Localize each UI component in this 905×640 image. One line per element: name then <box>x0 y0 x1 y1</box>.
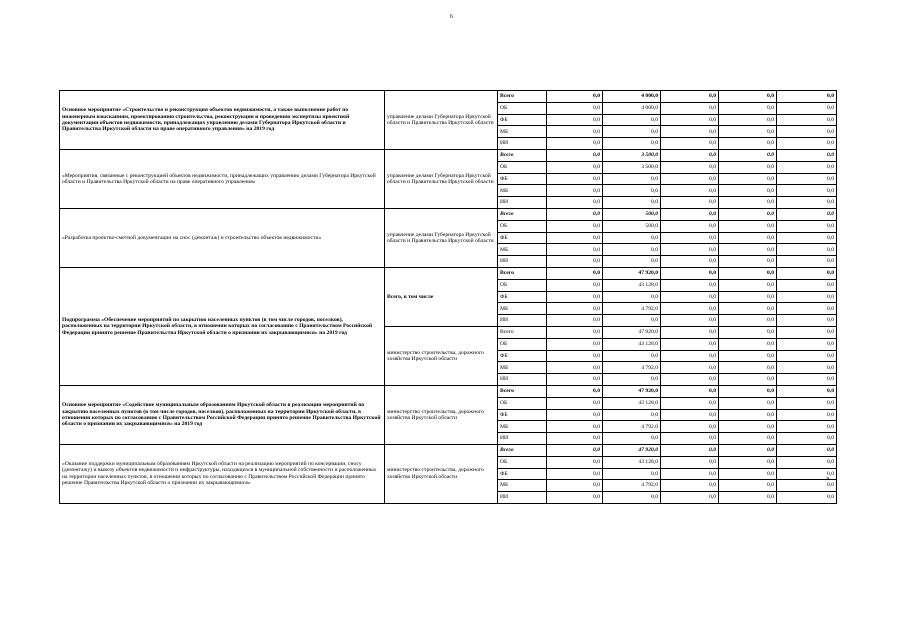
amount-cell: 0,0 <box>603 173 661 185</box>
amount-cell: 0,0 <box>777 173 837 185</box>
amount-cell: 0,0 <box>603 197 661 209</box>
amount-cell: 0,0 <box>777 433 837 445</box>
amount-cell: 0,0 <box>603 291 661 303</box>
amount-cell: 0,0 <box>547 244 603 256</box>
amount-cell: 0,0 <box>661 362 719 374</box>
amount-cell: 0,0 <box>777 91 837 103</box>
amount-cell: 0,0 <box>719 149 777 161</box>
amount-cell: 0,0 <box>777 161 837 173</box>
funding-source-cell: ОБ <box>498 102 547 114</box>
amount-cell: 0,0 <box>547 374 603 386</box>
amount-cell: 4 792,0 <box>603 480 661 492</box>
amount-cell: 0,0 <box>547 409 603 421</box>
amount-cell: 0,0 <box>547 362 603 374</box>
funding-source-cell: ФБ <box>498 291 547 303</box>
funding-source-cell: МБ <box>498 480 547 492</box>
funding-source-cell: ИИ <box>498 492 547 504</box>
amount-cell: 0,0 <box>661 385 719 397</box>
amount-cell: 0,0 <box>547 421 603 433</box>
funding-source-cell: ОБ <box>498 338 547 350</box>
amount-cell: 0,0 <box>777 102 837 114</box>
amount-cell: 4 000,0 <box>603 102 661 114</box>
amount-cell: 0,0 <box>661 468 719 480</box>
amount-cell: 0,0 <box>777 149 837 161</box>
amount-cell: 0,0 <box>661 409 719 421</box>
amount-cell: 0,0 <box>603 138 661 150</box>
amount-cell: 0,0 <box>719 421 777 433</box>
amount-cell: 0,0 <box>547 433 603 445</box>
amount-cell: 0,0 <box>661 433 719 445</box>
amount-cell: 0,0 <box>661 421 719 433</box>
amount-cell: 0,0 <box>547 126 603 138</box>
amount-cell: 0,0 <box>777 385 837 397</box>
amount-cell: 0,0 <box>603 244 661 256</box>
amount-cell: 0,0 <box>547 385 603 397</box>
amount-cell: 0,0 <box>719 256 777 268</box>
amount-cell: 0,0 <box>547 315 603 327</box>
budget-table <box>59 90 837 504</box>
amount-cell: 0,0 <box>719 362 777 374</box>
amount-cell: 3 500,0 <box>603 161 661 173</box>
funding-source-cell: ИИ <box>498 197 547 209</box>
amount-cell: 0,0 <box>661 232 719 244</box>
amount-cell: 0,0 <box>777 397 837 409</box>
amount-cell: 0,0 <box>547 444 603 456</box>
amount-cell: 0,0 <box>547 138 603 150</box>
amount-cell: 0,0 <box>719 409 777 421</box>
funding-source-cell: Всего <box>498 267 547 279</box>
amount-cell: 0,0 <box>777 244 837 256</box>
funding-source-cell: Всего <box>498 91 547 103</box>
amount-cell: 0,0 <box>719 480 777 492</box>
amount-cell: 0,0 <box>719 197 777 209</box>
amount-cell: 0,0 <box>661 444 719 456</box>
amount-cell: 0,0 <box>603 185 661 197</box>
amount-cell: 0,0 <box>547 291 603 303</box>
amount-cell: 0,0 <box>547 161 603 173</box>
funding-source-cell: Всего <box>498 444 547 456</box>
amount-cell: 0,0 <box>719 303 777 315</box>
amount-cell: 0,0 <box>661 256 719 268</box>
amount-cell: 0,0 <box>661 161 719 173</box>
amount-cell: 4 792,0 <box>603 421 661 433</box>
amount-cell: 43 128,0 <box>603 338 661 350</box>
funding-source-cell: МБ <box>498 421 547 433</box>
funding-source-cell: ФБ <box>498 468 547 480</box>
funding-source-cell: ИИ <box>498 138 547 150</box>
amount-cell: 0,0 <box>719 433 777 445</box>
closing-quote-mark: ». <box>826 474 832 482</box>
amount-cell: 0,0 <box>777 303 837 315</box>
amount-cell: 0,0 <box>719 397 777 409</box>
funding-source-cell: ОБ <box>498 161 547 173</box>
funding-source-cell: МБ <box>498 126 547 138</box>
amount-cell: 0,0 <box>661 91 719 103</box>
amount-cell: 0,0 <box>547 468 603 480</box>
amount-cell: 4 792,0 <box>603 303 661 315</box>
amount-cell: 0,0 <box>547 480 603 492</box>
amount-cell: 0,0 <box>603 114 661 126</box>
amount-cell: 43 128,0 <box>603 397 661 409</box>
amount-cell: 0,0 <box>547 232 603 244</box>
amount-cell: 0,0 <box>547 350 603 362</box>
amount-cell: 0,0 <box>777 338 837 350</box>
amount-cell: 0,0 <box>719 138 777 150</box>
amount-cell: 0,0 <box>719 350 777 362</box>
amount-cell: 0,0 <box>547 326 603 338</box>
amount-cell: 0,0 <box>661 279 719 291</box>
amount-cell: 0,0 <box>603 315 661 327</box>
amount-cell: 0,0 <box>661 244 719 256</box>
amount-cell: 0,0 <box>777 456 837 468</box>
amount-cell: 4 792,0 <box>603 362 661 374</box>
amount-cell: 0,0 <box>719 456 777 468</box>
activity-description: Основное мероприятие «Строительство и реконструкция объектов недвижимости, а также выполнение работ по инженерным изысканиям, проектированию строительства, реконструкции и проведению экспертизы проектной документации объектов недвижимости, принадлежащих управлению делами Губернатора Иркутской области и Правительства Иркутской области на праве оперативного управления» на 2019 год <box>60 91 385 150</box>
amount-cell: 0,0 <box>661 114 719 126</box>
amount-cell: 47 920,0 <box>603 385 661 397</box>
amount-cell: 0,0 <box>719 244 777 256</box>
amount-cell: 0,0 <box>777 374 837 386</box>
amount-cell: 0,0 <box>547 303 603 315</box>
funding-source-cell: ОБ <box>498 456 547 468</box>
table-row <box>60 444 837 456</box>
amount-cell: 0,0 <box>603 232 661 244</box>
amount-cell: 0,0 <box>661 291 719 303</box>
amount-cell: 0,0 <box>547 338 603 350</box>
amount-cell: 0,0 <box>547 267 603 279</box>
amount-cell: 0,0 <box>661 374 719 386</box>
funding-source-cell: ФБ <box>498 173 547 185</box>
amount-cell: 0,0 <box>777 114 837 126</box>
amount-cell: 47 920,0 <box>603 267 661 279</box>
activity-description: «Оказание поддержки муниципальным образованиям Иркутской области на реализацию мероприятий по консервации, сносу (демонтажу) и вывозу объектов недвижимости и инфраструктуры, находящихся в муниципальной собственности и расположенных на территории населенных пунктов, в отношении которых по согласованию с Правительством Российской Федерации принято решение Правительства Иркутской области о признании их закрывающимися» <box>60 444 385 503</box>
amount-cell: 0,0 <box>777 326 837 338</box>
amount-cell: 500,0 <box>603 208 661 220</box>
funding-source-cell: ОБ <box>498 220 547 232</box>
amount-cell: 0,0 <box>661 326 719 338</box>
amount-cell: 0,0 <box>777 421 837 433</box>
amount-cell: 0,0 <box>719 161 777 173</box>
amount-cell: 0,0 <box>777 126 837 138</box>
executor-cell: Всего, в том числе <box>385 267 498 326</box>
amount-cell: 0,0 <box>547 220 603 232</box>
amount-cell: 0,0 <box>719 385 777 397</box>
amount-cell: 0,0 <box>777 350 837 362</box>
amount-cell: 0,0 <box>661 220 719 232</box>
amount-cell: 47 920,0 <box>603 444 661 456</box>
activity-description: «Мероприятия, связанные с реконструкцией объектов недвижимости, принадлежащих управлению делами Губернатора Иркутской области и Правительства Иркутской области на праве оперативного управления» <box>60 149 385 208</box>
funding-source-cell: ФБ <box>498 114 547 126</box>
amount-cell: 0,0 <box>661 102 719 114</box>
amount-cell: 0,0 <box>777 208 837 220</box>
amount-cell: 0,0 <box>719 338 777 350</box>
amount-cell: 0,0 <box>603 468 661 480</box>
funding-source-cell: Всего <box>498 208 547 220</box>
executor-cell: министерство строительства, дорожного хозяйства Иркутской области <box>385 326 498 385</box>
amount-cell: 0,0 <box>547 279 603 291</box>
funding-source-cell: ИИ <box>498 433 547 445</box>
page-number: 6 <box>450 14 453 20</box>
funding-source-cell: ОБ <box>498 279 547 291</box>
amount-cell: 0,0 <box>603 409 661 421</box>
amount-cell: 0,0 <box>603 374 661 386</box>
table-row <box>60 267 837 279</box>
amount-cell: 0,0 <box>661 492 719 504</box>
activity-description: Подпрограмма «Обеспечение мероприятий по закрытию населенных пунктов (в том числе городов, поселков), расположенных на территории Иркутской области, в отношении которых по согласованию с Правительством Российской Федерации принято решение Правительства Иркутской области о признании их закрывающимися» на 2019 год <box>60 267 385 385</box>
amount-cell: 0,0 <box>547 185 603 197</box>
amount-cell: 0,0 <box>661 149 719 161</box>
amount-cell: 0,0 <box>719 492 777 504</box>
amount-cell: 0,0 <box>661 456 719 468</box>
funding-source-cell: Всего <box>498 149 547 161</box>
funding-source-cell: Всего <box>498 385 547 397</box>
amount-cell: 0,0 <box>661 138 719 150</box>
amount-cell: 0,0 <box>603 256 661 268</box>
amount-cell: 0,0 <box>777 267 837 279</box>
amount-cell: 0,0 <box>661 267 719 279</box>
amount-cell: 0,0 <box>777 220 837 232</box>
table-row <box>60 385 837 397</box>
amount-cell: 0,0 <box>777 492 837 504</box>
amount-cell: 4 000,0 <box>603 91 661 103</box>
amount-cell: 0,0 <box>777 279 837 291</box>
amount-cell: 0,0 <box>547 256 603 268</box>
funding-source-cell: ИИ <box>498 374 547 386</box>
funding-source-cell: ОБ <box>498 397 547 409</box>
amount-cell: 0,0 <box>719 267 777 279</box>
executor-cell: управление делами Губернатора Иркутской области и Правительства Иркутской области <box>385 149 498 208</box>
table-body <box>60 91 837 504</box>
amount-cell: 0,0 <box>603 126 661 138</box>
amount-cell: 0,0 <box>603 350 661 362</box>
amount-cell: 43 128,0 <box>603 279 661 291</box>
amount-cell: 0,0 <box>777 291 837 303</box>
amount-cell: 0,0 <box>777 444 837 456</box>
amount-cell: 0,0 <box>719 326 777 338</box>
amount-cell: 0,0 <box>719 291 777 303</box>
table-row <box>60 208 837 220</box>
amount-cell: 0,0 <box>547 197 603 209</box>
amount-cell: 0,0 <box>719 173 777 185</box>
amount-cell: 0,0 <box>547 114 603 126</box>
amount-cell: 0,0 <box>719 208 777 220</box>
executor-cell: министерство строительства, дорожного хозяйства Иркутской области <box>385 444 498 503</box>
amount-cell: 0,0 <box>661 185 719 197</box>
funding-source-cell: МБ <box>498 303 547 315</box>
amount-cell: 0,0 <box>777 362 837 374</box>
amount-cell: 0,0 <box>547 149 603 161</box>
amount-cell: 0,0 <box>661 197 719 209</box>
amount-cell: 47 920,0 <box>603 326 661 338</box>
funding-source-cell: Всего <box>498 326 547 338</box>
amount-cell: 0,0 <box>777 409 837 421</box>
funding-source-cell: ФБ <box>498 409 547 421</box>
funding-source-cell: МБ <box>498 185 547 197</box>
funding-source-cell: ИИ <box>498 256 547 268</box>
amount-cell: 0,0 <box>719 232 777 244</box>
amount-cell: 0,0 <box>547 208 603 220</box>
amount-cell: 0,0 <box>661 338 719 350</box>
amount-cell: 0,0 <box>777 197 837 209</box>
amount-cell: 0,0 <box>777 232 837 244</box>
amount-cell: 0,0 <box>777 185 837 197</box>
activity-description: Основное мероприятие «Содействие муниципальным образованиям Иркутской области в реализации мероприятий по закрытию населенных пунктов (в том числе городов, поселков), расположенных на территории Иркутской области, в отношении которых по согласованию с Правительством Российской Федерации принято решение Правительства Иркутской области о признании их закрывающимися» на 2019 год <box>60 385 385 444</box>
amount-cell: 0,0 <box>661 208 719 220</box>
amount-cell: 0,0 <box>547 456 603 468</box>
funding-source-cell: МБ <box>498 244 547 256</box>
funding-source-cell: ИИ <box>498 315 547 327</box>
table-row <box>60 149 837 161</box>
amount-cell: 0,0 <box>661 303 719 315</box>
amount-cell: 0,0 <box>661 315 719 327</box>
amount-cell: 0,0 <box>547 91 603 103</box>
amount-cell: 0,0 <box>719 126 777 138</box>
amount-cell: 0,0 <box>719 91 777 103</box>
table-row <box>60 91 837 103</box>
amount-cell: 0,0 <box>719 114 777 126</box>
amount-cell: 43 128,0 <box>603 456 661 468</box>
amount-cell: 0,0 <box>719 279 777 291</box>
amount-cell: 0,0 <box>719 444 777 456</box>
executor-cell: управление делами Губернатора Иркутской области и Правительства Иркутской области <box>385 208 498 267</box>
amount-cell: 0,0 <box>777 256 837 268</box>
amount-cell: 0,0 <box>719 468 777 480</box>
executor-cell: управление делами Губернатора Иркутской области и Правительства Иркутской области <box>385 91 498 150</box>
amount-cell: 0,0 <box>661 397 719 409</box>
funding-source-cell: МБ <box>498 362 547 374</box>
amount-cell: 0,0 <box>719 185 777 197</box>
amount-cell: 0,0 <box>547 492 603 504</box>
amount-cell: 0,0 <box>547 397 603 409</box>
amount-cell: 0,0 <box>661 480 719 492</box>
amount-cell: 0,0 <box>603 492 661 504</box>
amount-cell: 3 500,0 <box>603 149 661 161</box>
amount-cell: 0,0 <box>661 173 719 185</box>
amount-cell: 0,0 <box>547 173 603 185</box>
amount-cell: 500,0 <box>603 220 661 232</box>
amount-cell: 0,0 <box>719 374 777 386</box>
amount-cell: 0,0 <box>777 468 837 480</box>
funding-source-cell: ФБ <box>498 350 547 362</box>
funding-source-cell: ФБ <box>498 232 547 244</box>
amount-cell: 0,0 <box>719 220 777 232</box>
amount-cell: 0,0 <box>719 102 777 114</box>
amount-cell: 0,0 <box>777 315 837 327</box>
amount-cell: 0,0 <box>777 138 837 150</box>
activity-description: «Разработка проектно-сметной документации на снос (демонтаж) и строительство объектов недвижимости» <box>60 208 385 267</box>
amount-cell: 0,0 <box>719 315 777 327</box>
amount-cell: 0,0 <box>661 350 719 362</box>
amount-cell: 0,0 <box>547 102 603 114</box>
amount-cell: 0,0 <box>661 126 719 138</box>
amount-cell: 0,0 <box>777 480 837 492</box>
amount-cell: 0,0 <box>603 433 661 445</box>
executor-cell: министерство строительства, дорожного хозяйства Иркутской области <box>385 385 498 444</box>
